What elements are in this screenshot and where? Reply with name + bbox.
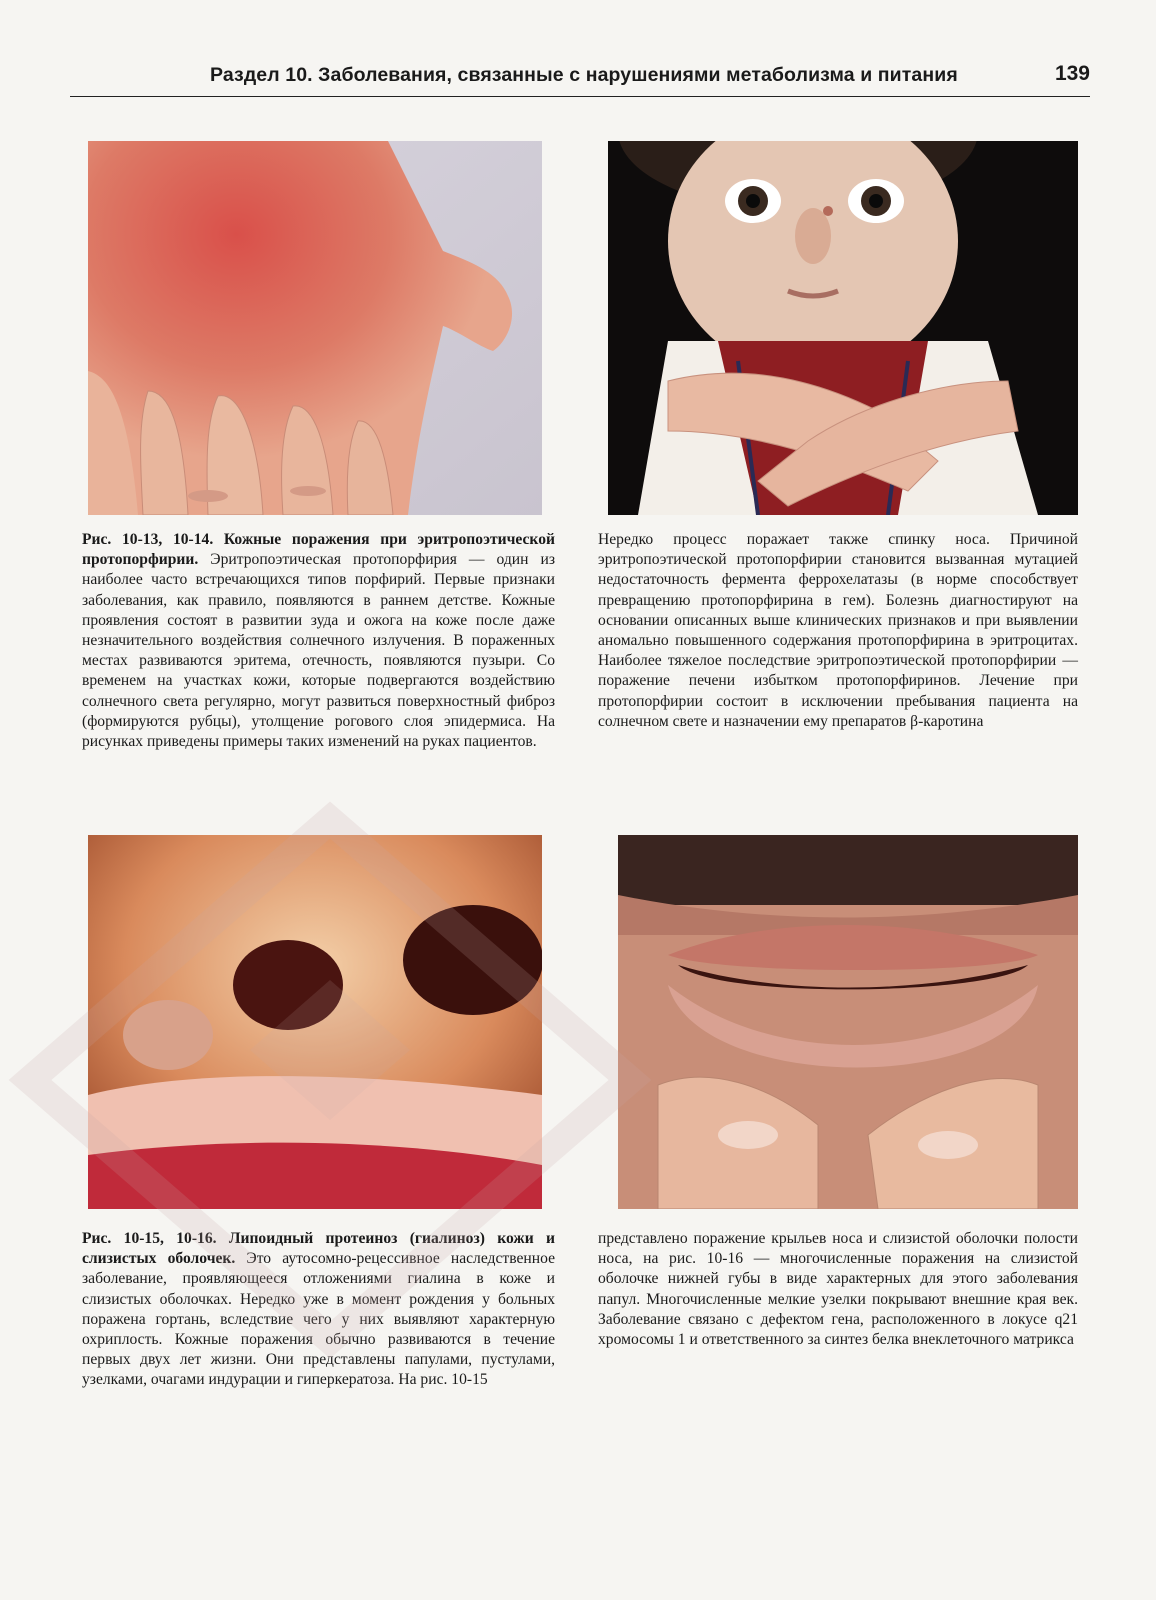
figure-10-15-caption-continuation-text: представлено поражение крыльев носа и слизистой оболочки полости носа, на рис. 10-16 — многочисленные поражения на слизистой оболочке нижней губы в виде характерных для этого заболевания папул. Многочисленные мелкие узелки покрывают внешние края век. Заболевание связано с дефектом гена, расположенного в локусе q21 хромосомы 1 и ответственного за синтез белка внеклеточного матрикса (598, 1230, 1078, 1349)
figure-10-15-caption-text: Это аутосомно-рецессивное наследственное заболевание, проявляющееся отложениями гиалина в коже и слизистых оболочках. Нередко уже в момент рождения у больных поражена гортань, вследствие чего у них выявляют характерную охриплость. Кожные поражения обычно развиваются в течение первых двух лет жизни. Они представлены папулами, пустулами, узелками, очагами индурации и гиперкератоза. На рис. 10-15 (82, 1250, 555, 1389)
figure-10-13-hand-photo (88, 141, 542, 515)
figure-10-13-caption-text: Эритропоэтическая протопорфирия — один из наиболее часто встречающихся типов порфирий. Первые признаки заболевания, как правило, появляются в раннем детстве. Кожные проявления состоят в развитии зуда и ожога на коже после даже незначительного воздействия солнечного излучения. В пораженных местах развиваются эритема, отечность, появляются пузыри. Со временем на участках кожи, которые подвергаются воздействию солнечного света регулярно, могут развиться поверхностный фиброз (формируются рубцы), утолщение рогового слоя эпидермиса. На рисунках приведены примеры таких изменений на руках пациентов. (82, 551, 555, 751)
running-header (70, 62, 1090, 97)
figure-10-13-caption (82, 530, 555, 752)
page-number: 139 (1054, 62, 1090, 85)
figure-10-14-child-photo (608, 141, 1078, 515)
figure-10-13-caption-continuation (598, 530, 1078, 732)
figure-10-13-caption-label: Рис. 10-13, 10-14. Кожные поражения при эритропоэтической протопорфирии. (82, 531, 555, 569)
figure-10-15-caption-label: Рис. 10-15, 10-16. Липоидный протеиноз (гиалиноз) кожи и слизистых оболочек. (82, 1230, 555, 1268)
figure-10-15-nose-photo (88, 835, 542, 1209)
figure-10-16-lips-photo (618, 835, 1078, 1209)
figure-10-15-caption-continuation (598, 1229, 1078, 1350)
figure-10-13-caption-continuation-text: Нередко процесс поражает также спинку носа. Причиной эритропоэтической протопорфирии становится вызванная мутацией недостаточность фермента феррохелатазы (в норме способствует превращению протопорфирина в гем). Болезнь диагностируют на основании описанных выше клинических признаков и при выявлении аномально повышенного содержания протопорфирина в эритроцитах. Наиболее тяжелое последствие эритропоэтической протопорфирии — поражение печени избытком протопорфиринов. Лечение при протопорфирии состоит в исключении пребывания пациента на солнечном свете и назначении ему препаратов β-каротина (598, 531, 1078, 730)
section-title: Раздел 10. Заболевания, связанные с нарушениями метаболизма и питания (210, 64, 958, 86)
figure-10-15-caption (82, 1229, 555, 1391)
